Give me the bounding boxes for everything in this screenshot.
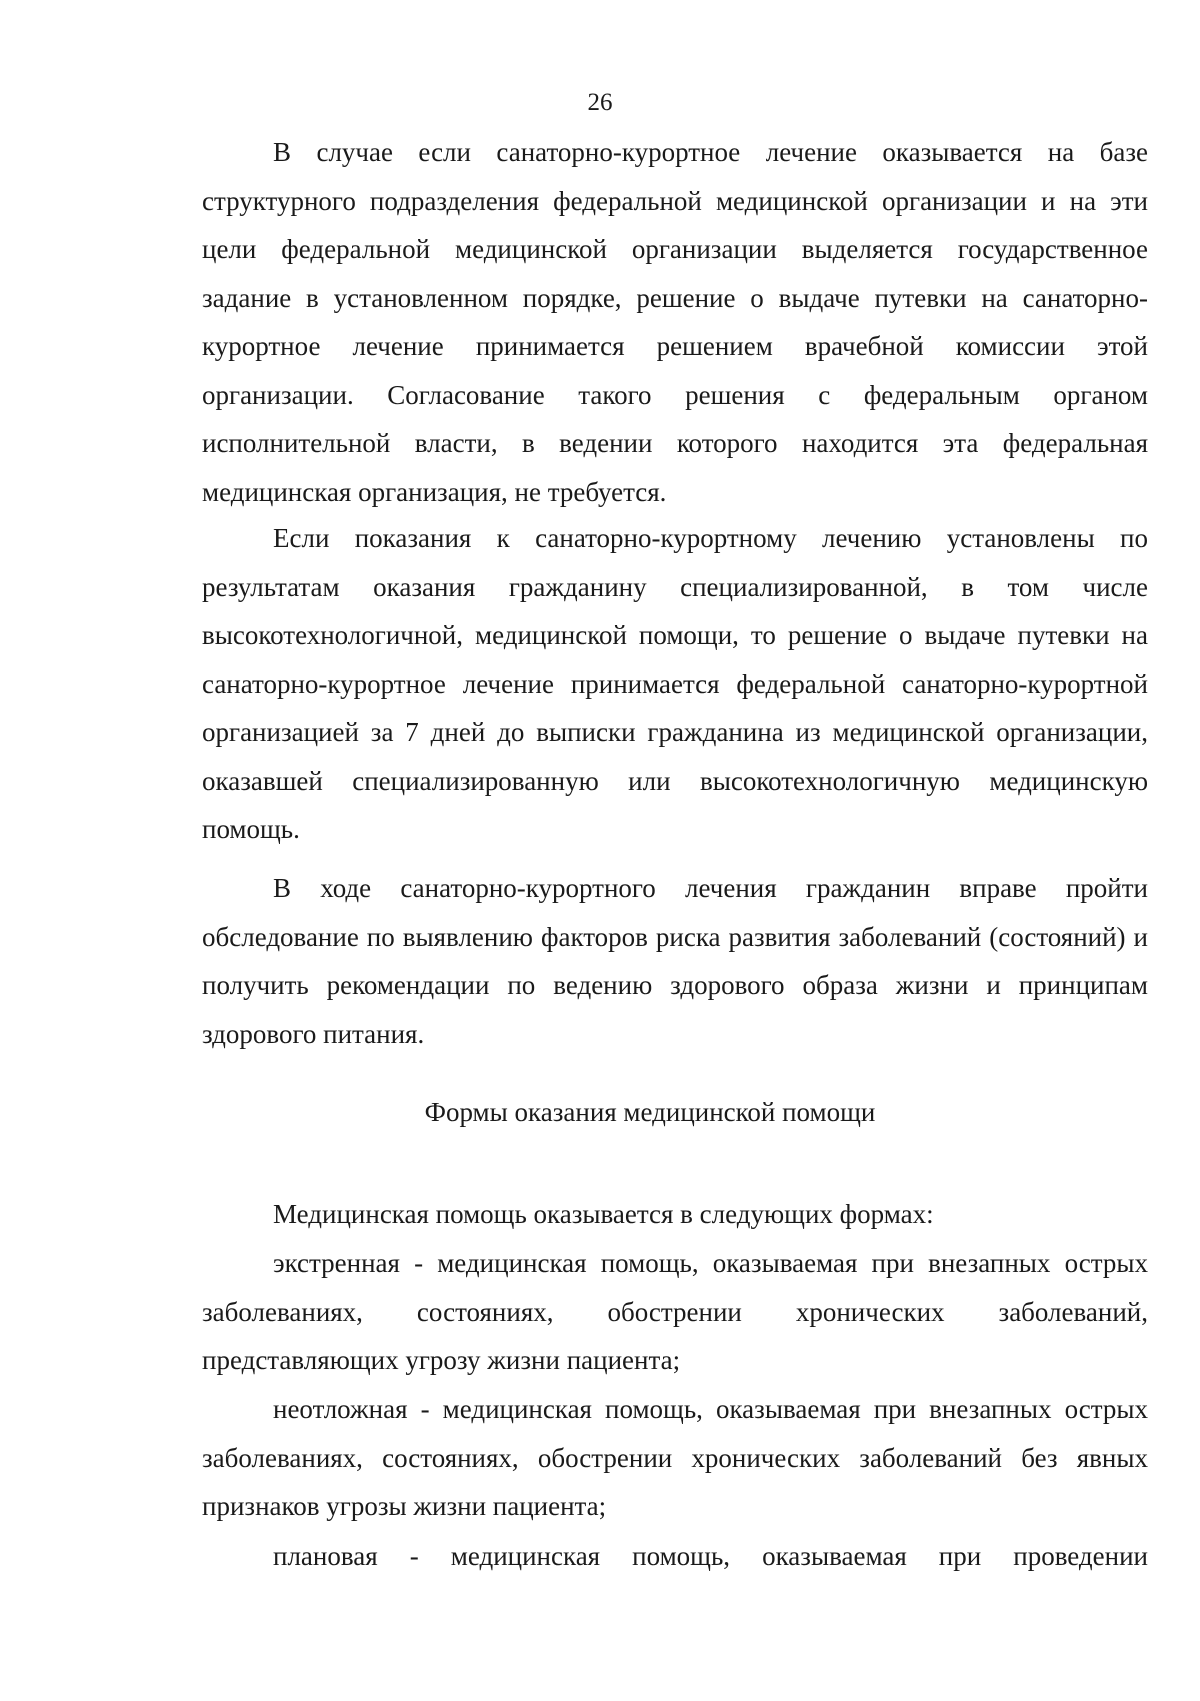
page-number: 26	[587, 89, 613, 116]
section-heading: Формы оказания медицинской помощи	[424, 1097, 876, 1127]
paragraph-sanatorium-base: В случае если санаторно-курортное лечение оказывается на базе структурного подразделения федеральной медицинской организации и на эти цели федеральной медицинской организации выделяется государственное задание в установленном порядке, решение о выдаче путевки на санаторно-курортное лечение принимается решением врачебной комиссии этой организации. Согласование такого решения с федеральным органом исполнительной власти, в ведении которого находится эта федеральная медицинская организация, не требуется.	[202, 137, 1148, 507]
list-item-planned: плановая - медицинская помощь, оказываемая при проведении	[273, 1541, 1148, 1571]
paragraph-examination: В ходе санаторно-курортного лечения гражданин вправе пройти обследование по выявлению факторов риска развития заболеваний (состояний) и получить рекомендации по ведению здорового образа жизни и принципам здорового питания.	[202, 873, 1148, 1049]
list-item-emergency: экстренная - медицинская помощь, оказываемая при внезапных острых заболеваниях, состояниях, обострении хронических заболеваний, представляющих угрозу жизни пациента;	[202, 1248, 1148, 1375]
paragraph-indications: Если показания к санаторно-курортному лечению установлены по результатам оказания гражданину специализированной, в том числе высокотехнологичной, медицинской помощи, то решение о выдаче путевки на санаторно-курортное лечение принимается федеральной санаторно-курортной организацией за 7 дней до выписки гражданина из медицинской организации, оказавшей специализированную или высокотехнологичную медицинскую помощь.	[202, 523, 1148, 844]
list-item-urgent: неотложная - медицинская помощь, оказываемая при внезапных острых заболеваниях, состояниях, обострении хронических заболеваний без явных признаков угрозы жизни пациента;	[202, 1394, 1148, 1521]
paragraph-forms-intro: Медицинская помощь оказывается в следующих формах:	[273, 1199, 934, 1229]
